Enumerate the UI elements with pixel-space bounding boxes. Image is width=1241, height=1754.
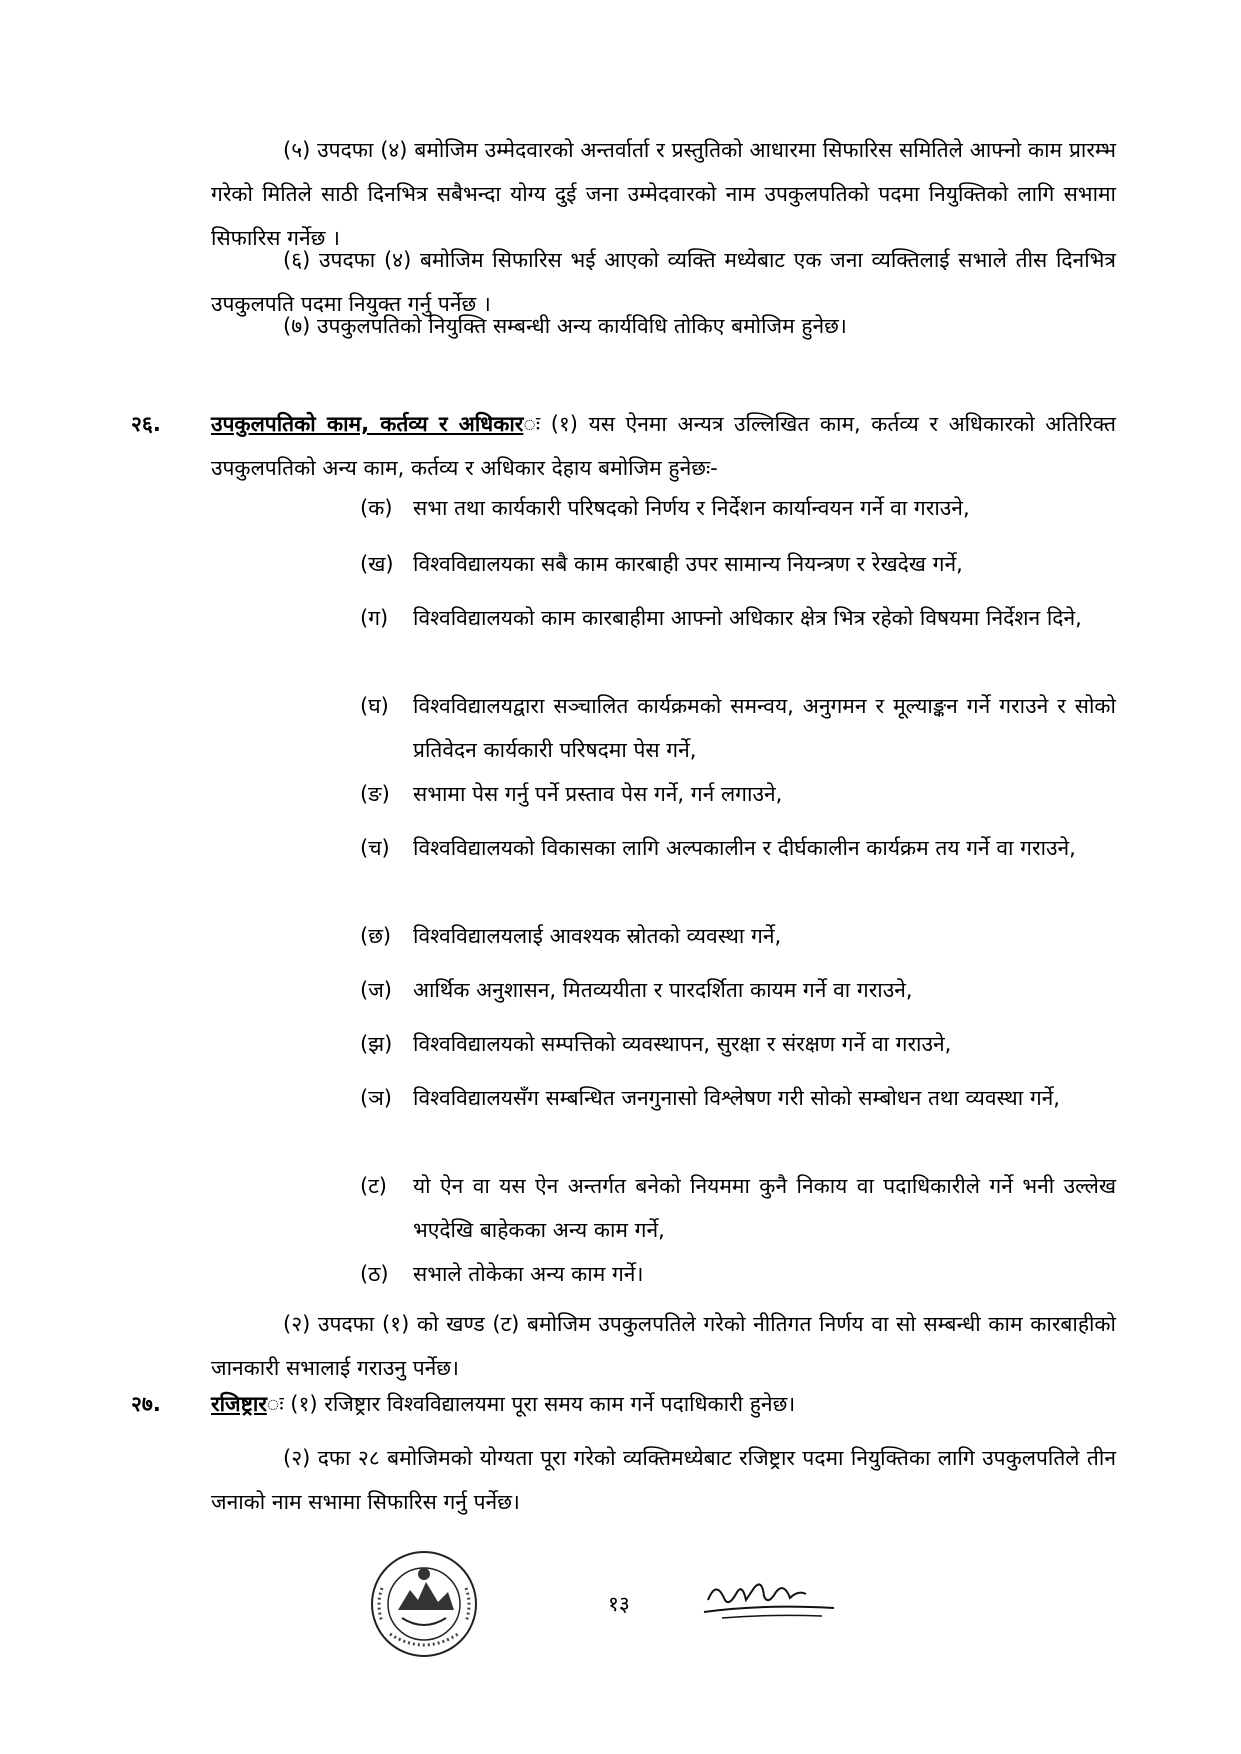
list-item-gha	[360, 684, 1116, 772]
list-item-mark: (ङ)	[360, 782, 390, 806]
list-item-mark: (च)	[360, 836, 390, 860]
list-item-mark: (ठ)	[360, 1262, 389, 1286]
signature-icon	[702, 1570, 842, 1630]
list-item-text: विश्वविद्यालयको विकासका लागि अल्पकालीन र दीर्घकालीन कार्यक्रम तय गर्ने वा गराउने,	[413, 836, 1076, 860]
list-item-text: विश्वविद्यालयसँग सम्बन्धित जनगुनासो विश्लेषण गरी सोको सम्बोधन तथा व्यवस्था गर्ने,	[413, 1086, 1060, 1110]
section-27-intro-text: ः (१) रजिष्ट्रार विश्वविद्यालयमा पूरा समय काम गर्ने पदाधिकारी हुनेछ।	[266, 1392, 796, 1416]
section-27-number: २७.	[131, 1392, 161, 1416]
list-item-cha	[360, 826, 1116, 870]
list-item-text: विश्वविद्यालयद्वारा सञ्चालित कार्यक्रमको समन्वय, अनुगमन र मूल्याङ्कन गर्ने गराउने र सोको प्रतिवेदन कार्यकारी परिषदमा पेस गर्ने,	[413, 694, 1116, 762]
list-item-text: सभाले तोकेका अन्य काम गर्ने।	[413, 1262, 644, 1286]
list-item-text: सभा तथा कार्यकारी परिषदको निर्णय र निर्देशन कार्यान्वयन गर्ने वा गराउने,	[413, 496, 970, 520]
list-item-jha	[360, 1022, 1116, 1066]
section-27-intro	[211, 1382, 1116, 1426]
list-item-mark: (झ)	[360, 1032, 393, 1056]
list-item-ta	[360, 1164, 1116, 1252]
section-27-heading: रजिष्ट्रार	[211, 1392, 267, 1416]
list-item-mark: (क)	[360, 496, 393, 520]
list-item-ja	[360, 968, 1116, 1012]
list-item-text: विश्वविद्यालयलाई आवश्यक स्रोतको व्यवस्था गर्ने,	[413, 924, 782, 948]
list-item-mark: (ज)	[360, 978, 392, 1002]
list-item-ka	[360, 486, 1116, 530]
list-item-mark: (ट)	[360, 1174, 387, 1198]
list-item-text: यो ऐन वा यस ऐन अन्तर्गत बनेको नियममा कुनै निकाय वा पदाधिकारीले गर्ने भनी उल्लेख भएदेखि बाहेकका अन्य काम गर्ने,	[413, 1174, 1116, 1242]
section-26-intro-text: ः (१) यस ऐनमा अन्यत्र उल्लिखित काम, कर्तव्य र अधिकारको अतिरिक्त उपकुलपतिको अन्य काम, कर्तव्य र अधिकार देहाय बमोजिम हुनेछः-	[211, 412, 1116, 480]
list-item-nya	[360, 1076, 1116, 1120]
section-26-heading: उपकुलपतिको काम, कर्तव्य र अधिकार	[211, 412, 524, 436]
paragraph-6: (६) उपदफा (४) बमोजिम सिफारिस भई आएको व्यक्ति मध्येबाट एक जना व्यक्तिलाई सभाले तीस दिनभित्र उपकुलपति पदमा नियुक्त गर्नु पर्नेछ ।	[211, 248, 1116, 316]
section-26-number: २६.	[131, 412, 161, 436]
list-item-tha	[360, 1252, 1116, 1296]
paragraph-7: (७) उपकुलपतिको नियुक्ति सम्बन्धी अन्य कार्यविधि तोकिए बमोजिम हुनेछ।	[283, 314, 847, 338]
list-item-text: सभामा पेस गर्नु पर्ने प्रस्ताव पेस गर्ने, गर्न लगाउने,	[413, 782, 783, 806]
list-item-ga	[360, 596, 1116, 640]
list-item-text: विश्वविद्यालयका सबै काम कारबाही उपर सामान्य नियन्त्रण र रेखदेख गर्ने,	[413, 552, 963, 576]
page-footer	[0, 1548, 1241, 1678]
list-item-kha	[360, 542, 1116, 586]
list-item-text: आर्थिक अनुशासन, मितव्ययीता र पारदर्शिता कायम गर्ने वा गराउने,	[413, 978, 913, 1002]
list-item-mark: (ग)	[360, 606, 389, 630]
list-item-text: विश्वविद्यालयको काम कारबाहीमा आफ्नो अधिकार क्षेत्र भित्र रहेको विषयमा निर्देशन दिने,	[413, 606, 1082, 630]
page-number: १३	[608, 1592, 630, 1616]
section-27-subsection-2: (२) दफा २८ बमोजिमको योग्यता पूरा गरेको व्यक्तिमध्येबाट रजिष्ट्रार पदमा नियुक्तिका लागि उपकुलपतिले तीन जनाको नाम सभामा सिफारिस गर्नु पर्नेछ।	[211, 1446, 1116, 1514]
section-26-intro	[211, 402, 1116, 490]
section-26-subsection-2: (२) उपदफा (१) को खण्ड (ट) बमोजिम उपकुलपतिले गरेको नीतिगत निर्णय वा सो सम्बन्धी काम कारबाहीको जानकारी सभालाई गराउनु पर्नेछ।	[211, 1312, 1116, 1380]
paragraph-5: (५) उपदफा (४) बमोजिम उम्मेदवारको अन्तर्वार्ता र प्रस्तुतिको आधारमा सिफारिस समितिले आफ्नो काम प्रारम्भ गरेको मितिले साठी दिनभित्र सबैभन्दा योग्य दुई जना उम्मेदवारको नाम उपकुलपतिको पदमा नियुक्तिको लागि सभामा सिफारिस गर्नेछ ।	[211, 138, 1116, 250]
list-item-chha	[360, 914, 1116, 958]
list-item-mark: (ख)	[360, 552, 394, 576]
list-item-mark: (छ)	[360, 924, 392, 948]
list-item-mark: (घ)	[360, 694, 389, 718]
list-item-nga	[360, 772, 1116, 816]
government-seal-icon	[368, 1548, 480, 1666]
list-item-text: विश्वविद्यालयको सम्पत्तिको व्यवस्थापन, सुरक्षा र संरक्षण गर्ने वा गराउने,	[413, 1032, 952, 1056]
list-item-mark: (ञ)	[360, 1086, 392, 1110]
